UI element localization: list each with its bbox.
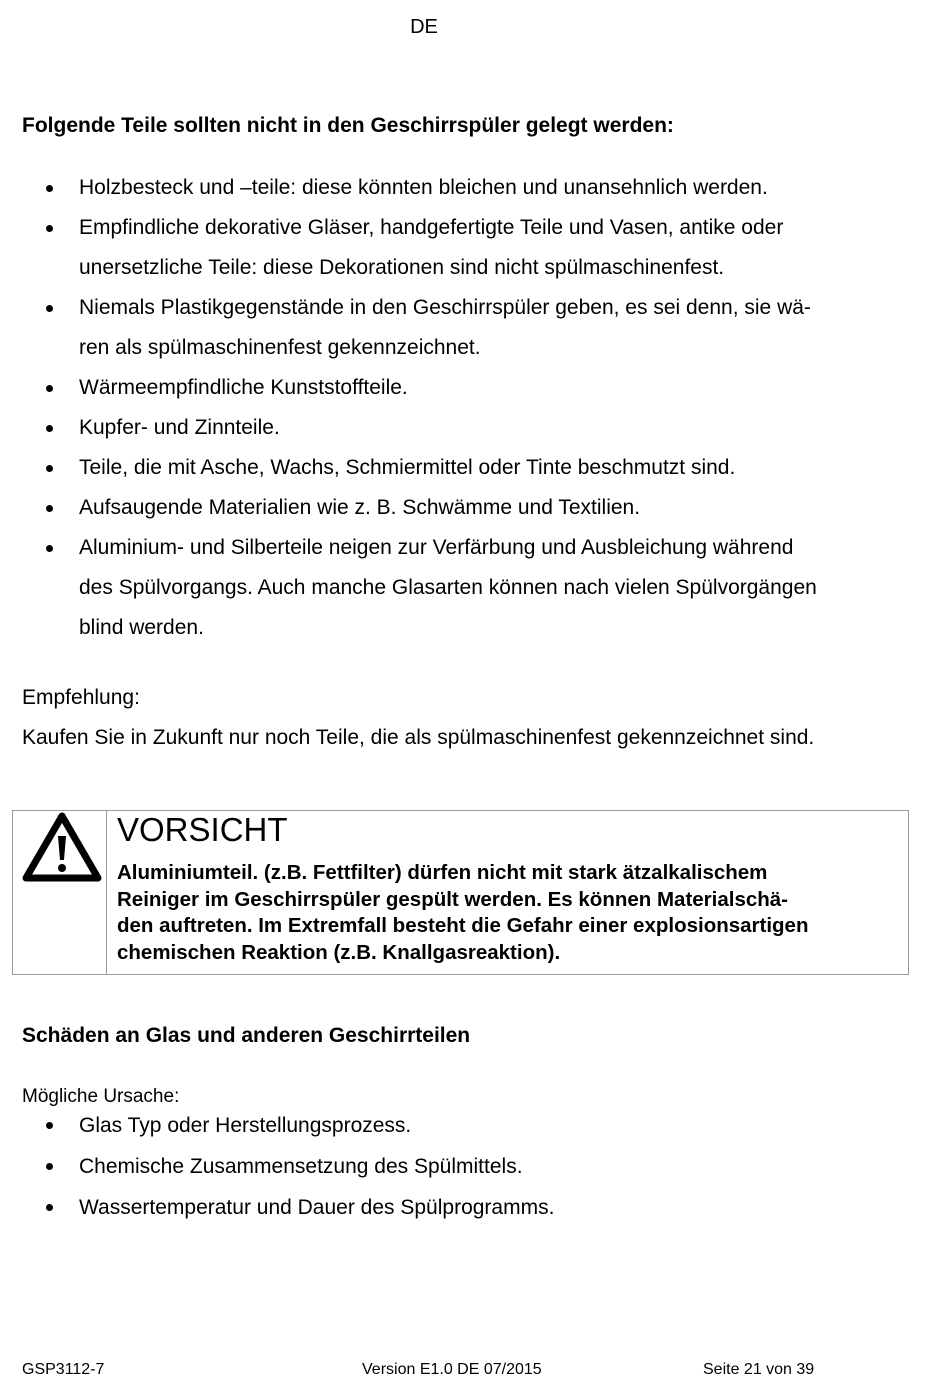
list-item: Teile, die mit Asche, Wachs, Schmiermittel oder Tinte beschmutzt sind. [0, 448, 889, 488]
list-item: Kupfer- und Zinnteile. [0, 408, 889, 448]
bullet-icon [46, 1122, 53, 1129]
cause-list [0, 1105, 889, 1228]
list-item: Niemals Plastikgegenstände in den Geschirrspüler geben, es sei denn, sie wä- ren als spülmaschinenfest gekennzeichnet. [0, 288, 889, 368]
bullet-icon [46, 305, 53, 312]
list-item: Holzbesteck und –teile: diese könnten bleichen und unansehnlich werden. [0, 168, 889, 208]
bullet-icon [46, 185, 53, 192]
unsuitable-items-list [0, 168, 889, 648]
list-item: Aluminium- und Silberteile neigen zur Verfärbung und Ausbleichung während des Spülvorgangs. Auch manche Glasarten können nach vielen Spülvorgängen blind werden. [0, 528, 889, 648]
section-heading-glass-damage: Schäden an Glas und anderen Geschirrteilen [22, 1024, 471, 1047]
bullet-icon [46, 465, 53, 472]
bullet-icon [46, 1163, 53, 1170]
list-item: Wärmeempfindliche Kunststoffteile. [0, 368, 889, 408]
footer-version: Version E1.0 DE 07/2015 [362, 1361, 542, 1378]
recommendation-label: Empfehlung: [22, 686, 140, 709]
bullet-icon [46, 225, 53, 232]
list-item: Aufsaugende Materialien wie z. B. Schwämme und Textilien. [0, 488, 889, 528]
language-code: DE [410, 16, 438, 38]
warning-divider [106, 810, 107, 975]
footer-page-number: Seite 21 von 39 [703, 1361, 815, 1378]
footer-model: GSP3112-7 [22, 1361, 105, 1378]
possible-cause-label: Mögliche Ursache: [22, 1086, 180, 1107]
list-item: Wassertemperatur und Dauer des Spülprogramms. [0, 1187, 889, 1228]
warning-triangle-icon [22, 812, 102, 884]
warning-text: Aluminiumteil. (z.B. Fettfilter) dürfen nicht mit stark ätzalkalischem Reiniger im Geschirrspüler gespült werden. Es können Materialschä- den auftreten. Im Extremfall besteht die Gefahr einer explosionsartigen chemischen Reaktion (z.B. Knallgasreaktion). [117, 861, 809, 964]
bullet-icon [46, 545, 53, 552]
warning-title: VORSICHT [117, 811, 288, 848]
bullet-icon [46, 425, 53, 432]
list-item: Glas Typ oder Herstellungsprozess. [0, 1105, 889, 1146]
bullet-icon [46, 385, 53, 392]
section-heading-unsuitable-items: Folgende Teile sollten nicht in den Geschirrspüler gelegt werden: [22, 114, 674, 137]
bullet-icon [46, 505, 53, 512]
bullet-icon [46, 1204, 53, 1211]
list-item: Chemische Zusammensetzung des Spülmittels. [0, 1146, 889, 1187]
recommendation-text: Kaufen Sie in Zukunft nur noch Teile, die als spülmaschinenfest gekennzeichnet sind. [22, 726, 815, 749]
list-item: Empfindliche dekorative Gläser, handgefertigte Teile und Vasen, antike oder unersetzliche Teile: diese Dekorationen sind nicht spülmaschinenfest. [0, 208, 889, 288]
